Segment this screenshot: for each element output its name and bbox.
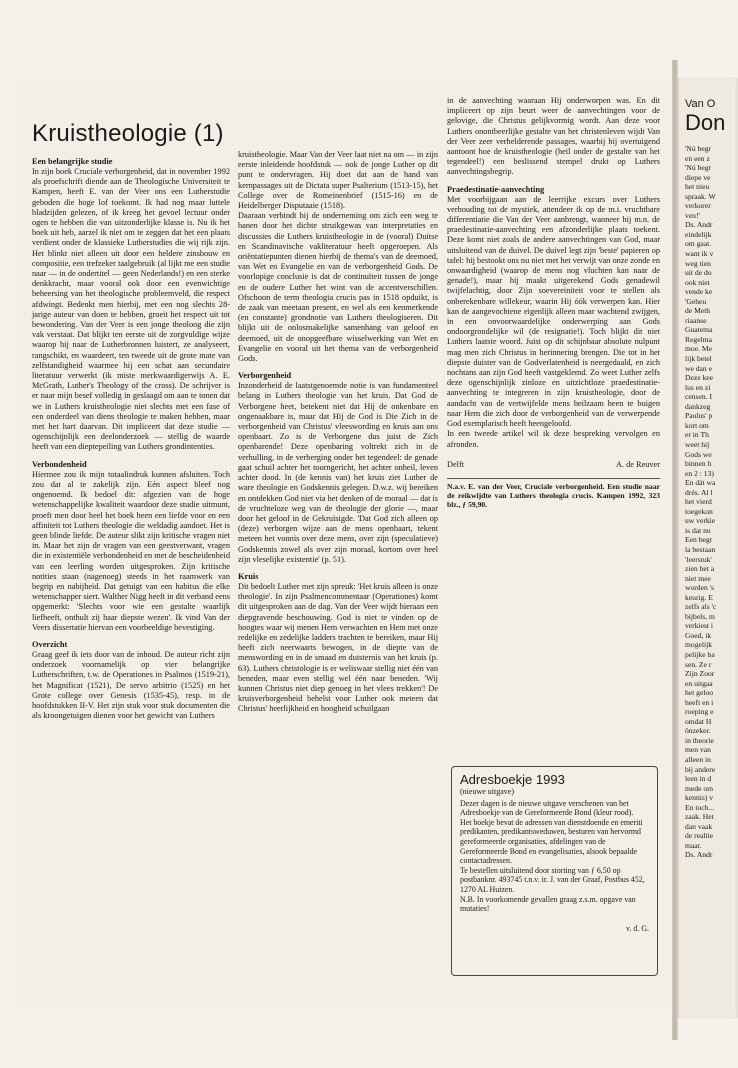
right-page-line: censen. I bbox=[685, 392, 712, 402]
right-page-line: Paulus' p bbox=[685, 411, 713, 421]
right-page-line: spraak. W bbox=[685, 191, 716, 201]
right-page-line: Guatema bbox=[685, 325, 713, 335]
right-page-line: Ds. Andr bbox=[685, 220, 713, 230]
right-page-line: weet hij bbox=[685, 439, 710, 449]
right-page-line: is dat nu bbox=[685, 525, 711, 535]
right-page-line: En dát wa bbox=[685, 478, 716, 488]
right-page-line: 'leerstuk' bbox=[685, 554, 712, 564]
paragraph: kruistheologie. Maar Van der Veer laat niet na om — in zijn eerste inleidende hoofdstuk — ook de jonge Luther op dit punt te ondervragen. Hij doet dat aan de hand van kernpassages uit de Dictata super Psalterium (1513-15), het College over de Romeinenbrief (1515-16) en de Heidelberger Disputaaie (1518). bbox=[238, 150, 438, 211]
right-page-line: mogelijk bbox=[685, 640, 712, 650]
right-page-line: bijbels, m bbox=[685, 611, 715, 621]
left-page bbox=[20, 78, 672, 1008]
right-page-line: ook niet bbox=[685, 277, 710, 287]
right-page-line: lijk betel bbox=[685, 354, 712, 364]
right-page-line: la bestaan bbox=[685, 544, 716, 554]
announcement-box bbox=[451, 766, 658, 976]
right-page-line: alleen in bbox=[685, 755, 711, 764]
right-page-line: pelijke ba bbox=[685, 649, 715, 659]
right-page-line: het nieu bbox=[685, 182, 710, 192]
box-title: Adresboekje 1993 bbox=[460, 772, 565, 787]
right-page-line: zelfs als 'c bbox=[685, 602, 717, 612]
right-page bbox=[678, 78, 738, 1018]
right-page-line: er in Th bbox=[685, 430, 709, 440]
right-page-line: eindelijk bbox=[685, 229, 712, 239]
right-page-line: 'Geheu bbox=[685, 296, 707, 306]
article-title: Kruistheologie (1) bbox=[32, 120, 224, 147]
right-page-line: Ds. Andr bbox=[685, 850, 713, 860]
right-page-line: bij andere bbox=[685, 764, 716, 774]
box-paragraph: Te bestellen uitsluitend door storting van ƒ 6,50 op postbanknr. 493745 t.n.v. ir. J. van der Graaf, Postbus 452, 1270 AL Huizen. bbox=[460, 865, 645, 894]
right-page-title: Don bbox=[685, 110, 726, 135]
book-note: N.a.v. E. van der Veer, Cruciale verborgenheid. Een studie naar de reikwijdte van Luthers theologia crucis. Kampen 1992, 323 blz., ƒ 59,90. bbox=[447, 478, 660, 509]
right-page-line: zaak. Het bbox=[685, 812, 714, 822]
right-page-line: het geloo bbox=[685, 688, 714, 698]
right-page-line: en een z bbox=[685, 153, 710, 163]
right-page-line: Regelma bbox=[685, 334, 712, 344]
right-page-line: leen in d bbox=[685, 774, 712, 784]
right-page-line: riaanse bbox=[685, 315, 707, 325]
right-page-line: Een begr bbox=[685, 535, 713, 545]
right-page-line: roeping e bbox=[685, 707, 714, 717]
paragraph: Met voorbijgaan aan de leerrijke excurs over Luthers verhouding tot de mystiek, attendeer ik op de m.i. vruchtbare differentiatie die Van der Veer aanbrengt, wanneer hij m.n. de praedestinatie-aanvechting een afzonderlijke plaats toekent. Deze komt niet zoals de andere aanvechtingen van God, maar uitsluitend van de duivel. De duivel legt zijn 'beste' papieren op tafel: hij bestookt ons nu niet met het verwijt van onze zonde en onwaardigheid (waarop de mens nog vluchten kan naar de genade!), maar hij maakt uitgerekend Gods genadewil twijfelachtig, door Zijn soevereiniteit voor te stellen als onberekenbare willekeur, waarin Hij óók verwerpen kan. Hier kan de aangevochtene eigenlijk alleen maar wachtend zwijgen, in een onvoorwaardelijke onderwerping aan Gods ondoorgrondelijke wil (de resignatie!). Toch blijkt dit niet Luthers laatste woord. Juist op dit schijnbaar absolute nulpunt mag men zich Christus in herinnering brengen. Die tot in het diepste duister van de Godverlatenheid is neergedaald, en zich nochtans aan zijn God heeft vastgeklemd. Zo weet Luther zelfs deze ogenschijnlijk zinloze en uitzichtloze praedestinatie-aanvechting te integreren in zijn kruistheologie, door de aandacht van de vertwijfelde mens heilzaam heen te buigen naar Hem die zich door de verborgenheid van de verwerpende God exemplarisch heeft heengeloofd. bbox=[447, 194, 660, 429]
right-page-line: uit de do bbox=[685, 268, 712, 278]
right-page-line: omdat H bbox=[685, 716, 712, 726]
right-page-line: ven!' bbox=[685, 210, 700, 220]
section-heading: Praedestinatie-aanvechting bbox=[447, 184, 545, 194]
right-page-line: moe. Me bbox=[685, 344, 712, 354]
right-page-line: de realite bbox=[685, 831, 714, 841]
right-page-line: verkiest i bbox=[685, 621, 714, 631]
right-page-line: weg tien bbox=[685, 258, 711, 268]
right-page-line: lus en zi bbox=[685, 382, 711, 392]
right-page-line: binnen h bbox=[685, 459, 712, 469]
section-heading: Kruis bbox=[238, 571, 259, 581]
right-page-line: de Meth bbox=[685, 306, 711, 316]
right-page-line: Goed, ik bbox=[685, 630, 712, 640]
paragraph: Hiermee zou ik mijn totaalindruk kunnen afsluiten. Toch zou dat al te zakelijk zijn. Eén aspect bleef nog ongenoemd. Ik bedoel dit: afgezien van de hoge wetenschappelijke kwaliteit waardoor deze studie uitmunt, proeft men door heel het boek heen een liefde voor en een affiniteit tot Luthers theologie die weldadig aandoet. Het is geen blinde liefde. De auteur slikt zijn kritische vragen niet in. Maar het zijn de vragen van een geestverwant, vragen die in existentiële verbondenheid en met de bescheidenheid van een leerling worden uitgesproken. Zijn kritische notities staan (nagenoeg) steeds in het raamwerk van begrip en nabijheid. Dat getuigt van een habitus die elke wetenschapper siert. Walther Nigg heeft in dit verband eens opgemerkt: 'Slechts voor wie een gestalte waarlijk liefheeft, onthult zij haar diepste wezen'. Ik vind Van der Veers dissertatie hiervan een voorbeeldige bevestiging. bbox=[32, 469, 231, 632]
right-page-line: maar. bbox=[685, 840, 702, 850]
box-signature: v. d. G. bbox=[626, 923, 649, 933]
paragraph: Inzonderheid de laatstgenoemde notie is van fundamenteel belang in Luthers theologie van het kruis. Dat God de Verborgene heet, betekent niet dat Hij de onkenbare en ongenaakbare is, maar dat Hij de God is Die Zich in de verborgenheid van Christus' vleeswording en kruis aan ons openbaart. Zo is de Verborgene dus juist de Zich openbarende! Deze openbaring voltrekt zich in de verhulling, in de verberging onder het tegendeel: de genade gaat schuil achter het toorngericht, het achter onheil, leven achter dood. In (de kennis van) het kruis ziet Luther de ware theologie en Godskennis gelegen. D.w.z. wij bereiken en ontdekken God niet via het denken of de moraal — dat is de vruchteloze weg van de theologie der glorie —, maar door het geloof in de Gekruisigde. 'Dat God zich alleen op (deze) verborgen wijze aan de mens openbaart, tekent meteen het vonnis over deze mens, over zijn (speculatieve) Godskennis zowel als over zijn moraal, kortom over heel zijn vleselijke existentie' (p. 51). bbox=[238, 381, 438, 564]
right-page-line: En toch... bbox=[685, 802, 715, 812]
paragraph: In een tweede artikel wil ik deze bespreking vervolgen en afronden. bbox=[447, 429, 660, 449]
right-page-line: 'Nú begr bbox=[685, 163, 712, 173]
right-page-line: diepe ve bbox=[685, 172, 711, 182]
right-page-line: vende ke bbox=[685, 287, 713, 297]
right-page-line: worden 's bbox=[685, 583, 714, 593]
right-page-line: Deze kee bbox=[685, 373, 714, 383]
right-page-line: het vierd bbox=[685, 497, 712, 507]
signature bbox=[447, 460, 660, 470]
right-page-line: zien het a bbox=[685, 564, 715, 574]
right-page-header: Van O bbox=[685, 98, 716, 110]
box-paragraph: N.B. In voorkomende gevallen graag z.s.m. opgave van mutaties! bbox=[460, 894, 636, 914]
right-page-line: uw verkie bbox=[685, 516, 716, 526]
column-1 bbox=[32, 150, 230, 721]
column-3 bbox=[447, 96, 660, 509]
right-page-line: verkorer bbox=[685, 201, 711, 211]
section-heading: Verbondenheid bbox=[32, 459, 87, 469]
right-page-line: Gods we bbox=[685, 449, 712, 459]
paragraph: in de aanvechting waaraan Hij onderworpen was. En dit impliceert op zijn beurt weer de aanvechtingen voor de gelovige, die Christus gelijkvormig wordt. Aan deze voor Luthers onontbeerlijke gestalte van het christenleven wijdt Van der Veer zeer verhelderende passages, waarbij hij overtuigend aantoont hoe de kruistheologie (heil onder de gestalte van het tegendeel!) een beslissend stempel drukt op Luthers aanvechtingsbegrip. bbox=[447, 96, 660, 177]
right-page-line: dan vaak bbox=[685, 821, 713, 831]
right-page-line: we dan e bbox=[685, 363, 712, 373]
right-page-line: en 2 : 13) bbox=[685, 468, 714, 478]
right-page-line: om gaat. bbox=[685, 239, 712, 249]
box-subtitle: (nieuwe uitgave) bbox=[460, 787, 514, 796]
paragraph: Dit bedoelt Luther met zijn spreuk: 'Het kruis alleen is onze theologie'. In zijn Psalmencommentaar (Operationes) komt dit uitgesproken aan de dag. Van der Veer wijdt hieraan een diepgravende beschouwing. God is niet te vinden op de hoogtes waar wij menen Hem verwachten en Hem met onze redelijke en zedelijke ladders trachten te bereiken, maar Hij heeft zich neerwaarts bewogen, in de diepte van de menswording en in de smaad en duisternis van het kruis (p. 63). Luthers christologie is er weliswaar stellig niet één van beneden, maar even stellig wel één naar beneden. 'Wij kunnen Christus niet diep genoeg in het vlees trekken'! De kruisverborgenheid behelst voor Luther ook meteen dat Christus' heerlijkheid en hoogheid schuilgaan bbox=[238, 581, 438, 714]
column-2 bbox=[238, 150, 438, 715]
right-page-text bbox=[685, 144, 716, 860]
section-heading: Verborgenheid bbox=[238, 371, 292, 381]
right-page-line: dankzeg bbox=[685, 401, 711, 411]
right-page-line: Zijn Zoor bbox=[685, 669, 715, 679]
right-page-line: sen. Ze r bbox=[685, 659, 712, 669]
paragraph: Daaraan verbindt hij de onderneming om zich een weg te banen door het dichte struikgewas van interpretaties en discussies die Luthers kruistheologie in de (vooral) Duitse en Scandinavische vakliteratuur heeft opgeroepen. Als oriëntatiepunten dienen hierbij de thema's van de deemoed, van Wet en Evangelie en van de verborgenheid Gods. De voorlopige conclusie is dat de continuïteit tussen de jonge en de oudere Luther het wint van de accentverschillen. Ofschoon de term theologia crucis pas in 1518 opduikt, is de zaak van meetaan present, en wel als een kenmerkende (en constante) grondnotie van Luthers theologiseren. Dit blijkt uit de onlosmakelijke samenhang van geloof en deemoed, uit de onopgeefbare wisselwerking van Wet en Evangelie en vooral uit het thema van de verborgenheid Gods. bbox=[238, 211, 438, 364]
signature-name: A. de Reuver bbox=[615, 459, 660, 469]
signature-place: Delft bbox=[447, 459, 465, 469]
right-page-line: keurig. E bbox=[685, 592, 713, 602]
right-page-line: niet mee bbox=[685, 573, 711, 583]
right-page-line: önzeker. bbox=[685, 726, 711, 736]
right-page-line: want ik v bbox=[685, 249, 714, 259]
right-page-line: en uitgaa bbox=[685, 678, 713, 688]
paragraph: Graag geef ik iets door van de inhoud. De auteur richt zijn onderzoek voornamelijk op vier belangrijke Lutherschriften, t.w. de Operationes in Psalmos (1519-21), het Magnificat (1521), De servo arbitrio (1525) en het Grote college over Genesis (1535-45), resp. in de hoofdstukken II-V. Het zijn stuk voor stuk documenten die als kroongetuigen dienen voor het gewicht van Luthers bbox=[32, 649, 230, 721]
box-paragraph: Dezer dagen is de nieuwe uitgave verschenen van het Adresboekje van de Gereformeerde Bond (kleur rood). bbox=[460, 798, 634, 818]
paragraph: In zijn boek Cruciale verborgenheid, dat in november 1992 als proefschrift diende aan de Theologische Universiteit te Kampen, heeft E. van der Veer ons een Lutherstudie geboden die hoge lof toekomt. Ik had nog maar luttele bladzijden gelezen, of ik kreeg het gevoel lectuur onder ogen te hebben die van uitzonderlijke klasse is. Nu ik het boek uit heb, aarzel ik niet om te zeggen dat het een plaats verdient onder de klassieke Lutherstudies die wij rijk zijn. Het blinkt niet alleen uit door een heldere zinsbouw en compositie, een trefzeker taalgebruik (al lijkt me een studie naar — in de ondertitel — geen Nederlands!) en een sterke denkkracht, maar vooral ook door een evenwichtige beheersing van het theologische probleemveld, die respect afdwingt. Bedenkt men hierbij, met een nog slechts 28-jarige auteur van doen te hebben, groeit het respect uit tot bewondering. Van der Veer is een jonge theoloog die zijn vak verstaat. Dat blijkt ten eerste uit de zorgvuldige wijze waarop hij naar de Lutherbronnen luistert, ze analyseert, rangschikt, en waardeert, ten tweede uit de grote mate van zelfstandigheid waarmee hij een schat aan secundaire literatuur verwerkt (ik miste merkwaardigerwijs A. E. McGrath, Luther's Theology of the cross). De schrijver is er naar mijn besef volledig in geslaagd om aan te tonen dat we in Luthers kruistheologie niet slechts met een fase of een onderdeel van diens theologie te maken hebben, maar met het hart daarvan. Dit impliceert dat deze studie — ogenschijnlijk een deelonderzoek — stellig de waarde heeft van een dieptepeiling van Luthers grondintenties. bbox=[32, 167, 230, 452]
right-page-line: toegekon bbox=[685, 506, 713, 516]
section-heading: Overzicht bbox=[32, 639, 68, 649]
section-heading: Een belangrijke studie bbox=[32, 157, 113, 166]
right-page-line: kennis) v bbox=[685, 793, 714, 803]
right-page-line: 'Nú begr bbox=[685, 144, 712, 153]
column-3-body bbox=[447, 96, 660, 450]
right-page-line: in theorie bbox=[685, 735, 714, 745]
right-page-line: men van bbox=[685, 745, 711, 755]
right-page-line: heeft en i bbox=[685, 697, 714, 707]
right-page-line: drés. Al l bbox=[685, 487, 713, 497]
right-page-line: mede om bbox=[685, 783, 714, 793]
right-page-line: kort om bbox=[685, 420, 709, 430]
box-paragraph: Het boekje bevat de adressen van dienstdoende en emeriti predikanten, predikantsweduwen, besturen van hervormd gereformeerde organisaties, afdelingen van de Gereformeerde Bond en evangelisaties, alsook bepaalde contactadressen. bbox=[460, 817, 643, 866]
